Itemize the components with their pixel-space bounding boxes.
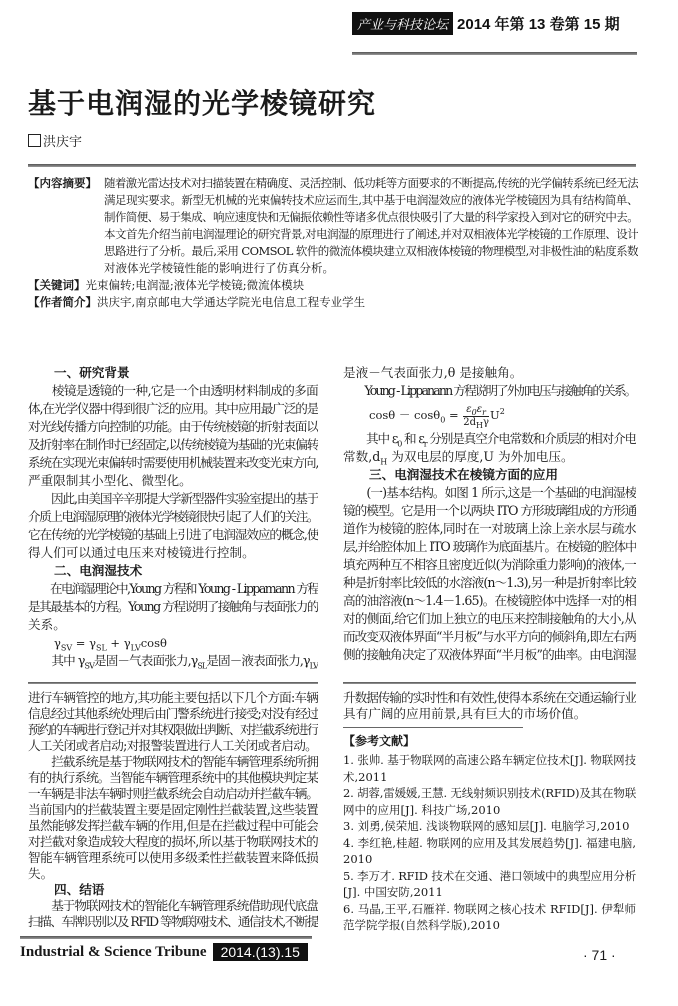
abstract-line: 随着激光雷达技术对扫描装置在精确度、灵活控制、低功耗等方面要求的不断提高,传统的光学偏转系统已经无法 bbox=[104, 176, 638, 190]
section-heading: 二、电润湿技术 bbox=[54, 563, 143, 578]
text-line: 范学院学报(自然科学版),2010 bbox=[343, 918, 500, 932]
page-number: · 71 · bbox=[583, 947, 616, 963]
section-heading: 三、电润湿技术在棱镜方面的应用 bbox=[369, 467, 558, 482]
text-line: 对光线传播方向控制的功能。由于传统棱镜的折射表面以 bbox=[28, 419, 318, 434]
footer bbox=[20, 943, 308, 961]
text-line: 5. 李万才. RFID 技术在交通、港口领域中的典型应用分析 bbox=[343, 868, 636, 883]
author-intro-label: 【作者简介】 bbox=[28, 295, 97, 309]
upper-right-column bbox=[343, 364, 636, 664]
header bbox=[352, 12, 638, 35]
text-line: 它在传统的光学棱镜的基础上引进了电润湿效应的概念,使 bbox=[28, 527, 318, 542]
formula: $\gamma_{SV} = \gamma_{SL} + \gamma_{LV}\cos\theta$ bbox=[54, 636, 167, 652]
text-line: 2010 bbox=[343, 852, 373, 866]
text-line: 道作为棱镜的腔体,同时在一对玻璃上涂上亲水层与疏水 bbox=[343, 521, 636, 536]
abstract-line: 制作简便、易于集成、响应速度快和无偏振依赖性等诸多优点很快吸引了大量的科学家投入到对它的研究中去。 bbox=[104, 210, 638, 224]
text-line: 对拦截对象造成较大程度的损坏,所以基于物联网技术的 bbox=[28, 834, 318, 849]
text-line: 失。 bbox=[28, 866, 54, 881]
text-line: 是其最基本的方程。Young 方程说明了接触角与表面张力的 bbox=[28, 599, 318, 614]
text-line: 智能车辆管理系统可以使用多级柔性拦截装置来降低损 bbox=[28, 850, 318, 865]
text-line: 及折射率在制作时已经固定,以传统棱镜为基础的光束偏转 bbox=[28, 437, 318, 452]
text-line: 1. 张帅. 基于物联网的高速公路车辆定位技术[J]. 物联网技 bbox=[343, 753, 636, 767]
lower-right-column bbox=[343, 690, 636, 722]
author-intro bbox=[28, 294, 638, 311]
text-line: 人工关闭或者启动;对报警装置进行人工关闭或者启动。 bbox=[28, 738, 317, 753]
text-line: 预约的车辆进行登记并对其权限做出判断、对拦截系统进行 bbox=[28, 722, 318, 737]
text-line: 当前国内的拦截装置主要是固定刚性拦截装置,这些装置 bbox=[28, 802, 318, 817]
keywords-label: 【关键词】 bbox=[28, 278, 86, 292]
text-line: 得人们可以通过电压来对棱镜进行控制。 bbox=[28, 545, 255, 560]
abstract-rule bbox=[28, 164, 636, 167]
footer-rule bbox=[20, 936, 312, 939]
abstract-label: 【内容摘要】 bbox=[28, 176, 97, 190]
text-line: 关系。 bbox=[28, 617, 66, 632]
text-line: 有的执行系统。当智能车辆管理系统中的其他模块判定某 bbox=[28, 770, 318, 785]
author-line bbox=[28, 134, 82, 151]
header-rule bbox=[352, 52, 637, 55]
fraction: $\frac{\varepsilon_0\varepsilon_r}{2d_H\gamma}$ bbox=[463, 403, 489, 430]
text-line: 一车辆是非法车辆时则拦截系统会自动启动并拦截车辆。 bbox=[28, 786, 318, 801]
text-line: 6. 马晶,王平,石雁祥. 物联网之核心技术 RFID[J]. 伊犁师 bbox=[343, 901, 636, 916]
text-line: 扫描、车牌识别以及 RFID 等物联网技术、通信技术,不断提 bbox=[28, 914, 318, 929]
text-line: 因此,由美国辛辛那提大学新型器件实验室提出的基于 bbox=[28, 491, 318, 506]
section-heading: 一、研究背景 bbox=[54, 365, 130, 380]
formula: cosθ － cosθ$_0$ = $\frac{\varepsilon_0\varepsilon_r}{2d_H\gamma}$ $U^2$ bbox=[369, 403, 505, 430]
text-line: 其中 $\gamma_{SV}$是固－气表面张力$,\gamma_{SL}$是固－液表面张力$,\gamma_{LV}$ bbox=[28, 653, 318, 670]
text-line: 常数$,d_H$ 为双电层的厚度,U 为外加电压。 bbox=[343, 449, 574, 466]
author-box-icon bbox=[28, 134, 41, 147]
abstract-line: 满足现实要求。新型无机械的光束偏转技术应运而生,其中基于电润湿效应的液体光学棱镜因为具有结构简单、 bbox=[104, 193, 638, 207]
text-line: 虽然能够发挥拦截车辆的作用,但是在拦截过程中可能会 bbox=[28, 818, 318, 833]
text-line: 拦截系统是基于物联网技术的智能车辆管理系统所拥 bbox=[28, 754, 318, 769]
text-line: 3. 刘勇,侯荣旭. 浅谈物联网的感知层[J]. 电脑学习,2010 bbox=[343, 819, 630, 833]
text-line: 对的侧面,给它们加上独立的电压来控制接触角的大小,从 bbox=[343, 611, 636, 626]
author-intro-text: 洪庆宇,南京邮电大学通达学院光电信息工程专业学生 bbox=[97, 295, 366, 309]
abstract-line: 思路进行了分析。最后,采用 COMSOL 软件的微流体模块建立双相液体棱镜的物理模型,对非极性油的粘度系数 bbox=[104, 244, 638, 258]
upper-left-column bbox=[28, 364, 318, 670]
text-line: 其中 $\varepsilon_0$ 和 $\varepsilon_r$ 分别是真空介电常数和介质层的相对介电 bbox=[343, 431, 636, 448]
text-line: 信息经过其他系统处理后由门警系统进行接受;对没有经过 bbox=[28, 706, 318, 721]
author-name: 洪庆宇 bbox=[43, 135, 83, 150]
issue-info: 2014 年第 13 卷第 15 期 bbox=[457, 16, 620, 33]
text-line: 4. 李红艳,桂超. 物联网的应用及其发展趋势[J]. 福建电脑, bbox=[343, 835, 636, 850]
article-title: 基于电润湿的光学棱镜研究 bbox=[28, 87, 377, 120]
text-line: 填充两种互不相容且密度近似(为消除重力影响)的液体,一 bbox=[343, 557, 636, 572]
text-line: 严重限制其小型化、微型化。 bbox=[28, 473, 192, 488]
text-line: 介质上电润湿原理的液体光学棱镜很快引起了人们的关注。 bbox=[28, 509, 318, 524]
column-divider-left bbox=[28, 682, 318, 684]
text-line: 体,在光学仪器中得到很广泛的应用。其中应用最广泛的是 bbox=[28, 401, 318, 416]
footer-issue: 2014.(13).15 bbox=[213, 943, 308, 961]
text-line: 系统在实现光束偏转时需要使用机械装置来改变光束方向, bbox=[28, 455, 318, 470]
text-line: 高的油溶液(n～1.4－1.65)。在棱镜腔体中选择一对的相 bbox=[343, 593, 636, 608]
references-rule bbox=[343, 727, 523, 728]
text-line: 网中的应用[J]. 科技广场,2010 bbox=[343, 802, 501, 817]
text-line: 基于物联网技术的智能化车辆管理系统借助现代底盘 bbox=[28, 898, 318, 913]
column-divider-right bbox=[343, 682, 636, 684]
text-line: [J]. 中国安防,2011 bbox=[343, 885, 443, 899]
lower-left-column bbox=[28, 690, 318, 930]
text-line: 层,并给腔体加上 ITO 玻璃作为底面基片。在棱镜的腔体中 bbox=[343, 539, 636, 554]
section-heading: 四、结语 bbox=[54, 882, 105, 897]
keywords-text: 光束偏转;电润湿;液体光学棱镜;微流体模块 bbox=[85, 278, 305, 292]
abstract-line: 本文首先介绍当前电润湿理论的研究背景,对电润湿的原理进行了阐述,并对双相液体光学棱镜的工作原理、设计 bbox=[104, 227, 638, 241]
text-line: 侧的接触角决定了双液体界面“半月板”的曲率。由电润湿 bbox=[343, 647, 636, 662]
text-line: 具有广阔的应用前景,具有巨大的市场价值。 bbox=[343, 706, 587, 721]
text-line: 棱镜是透镜的一种,它是一个由透明材料制成的多面 bbox=[28, 383, 318, 398]
text-line: 种是折射率比较低的水溶液(n～1.3),另一种是折射率比较 bbox=[343, 575, 636, 590]
text-line: 在电润湿理论中,Young 方程和 Young - Lippamann 方程 bbox=[28, 581, 318, 596]
footer-journal-name: Industrial & Science Tribune bbox=[20, 943, 207, 960]
journal-logo: 产业与科技论坛 bbox=[352, 12, 453, 35]
text-line: 2. 胡蓉,雷媛媛,王慧. 无线射频识别技术(RFID)及其在物联 bbox=[343, 786, 636, 800]
keywords bbox=[28, 277, 638, 294]
text-line: 术,2011 bbox=[343, 769, 388, 784]
abstract-line: 对液体光学棱镜性能的影响进行了仿真分析。 bbox=[104, 261, 334, 275]
text-line: Young - Lippanann 方程说明了外加电压与接触角的关系。 bbox=[343, 383, 636, 398]
text-line: 而改变双液体界面“半月板”与水平方向的倾斜角,即左右两 bbox=[343, 629, 636, 644]
text-line: 是液－气表面张力,θ 是接触角。 bbox=[343, 365, 523, 380]
text-line: 进行车辆管控的地方,其功能主要包括以下几个方面:车辆 bbox=[28, 690, 318, 705]
references-label: 【参考文献】 bbox=[343, 734, 416, 748]
abstract-text bbox=[104, 175, 638, 277]
abstract bbox=[28, 175, 638, 311]
references-list bbox=[343, 752, 636, 934]
text-line: (一)基本结构。如图 1 所示,这是一个基础的电润湿棱 bbox=[343, 485, 636, 500]
text-line: 镜的模型。它是用一个以两块 ITO 方形玻璃组成的方形通 bbox=[343, 503, 636, 518]
text-line: 升数据传输的实时性和有效性,使得本系统在交通运输行业 bbox=[343, 690, 636, 705]
